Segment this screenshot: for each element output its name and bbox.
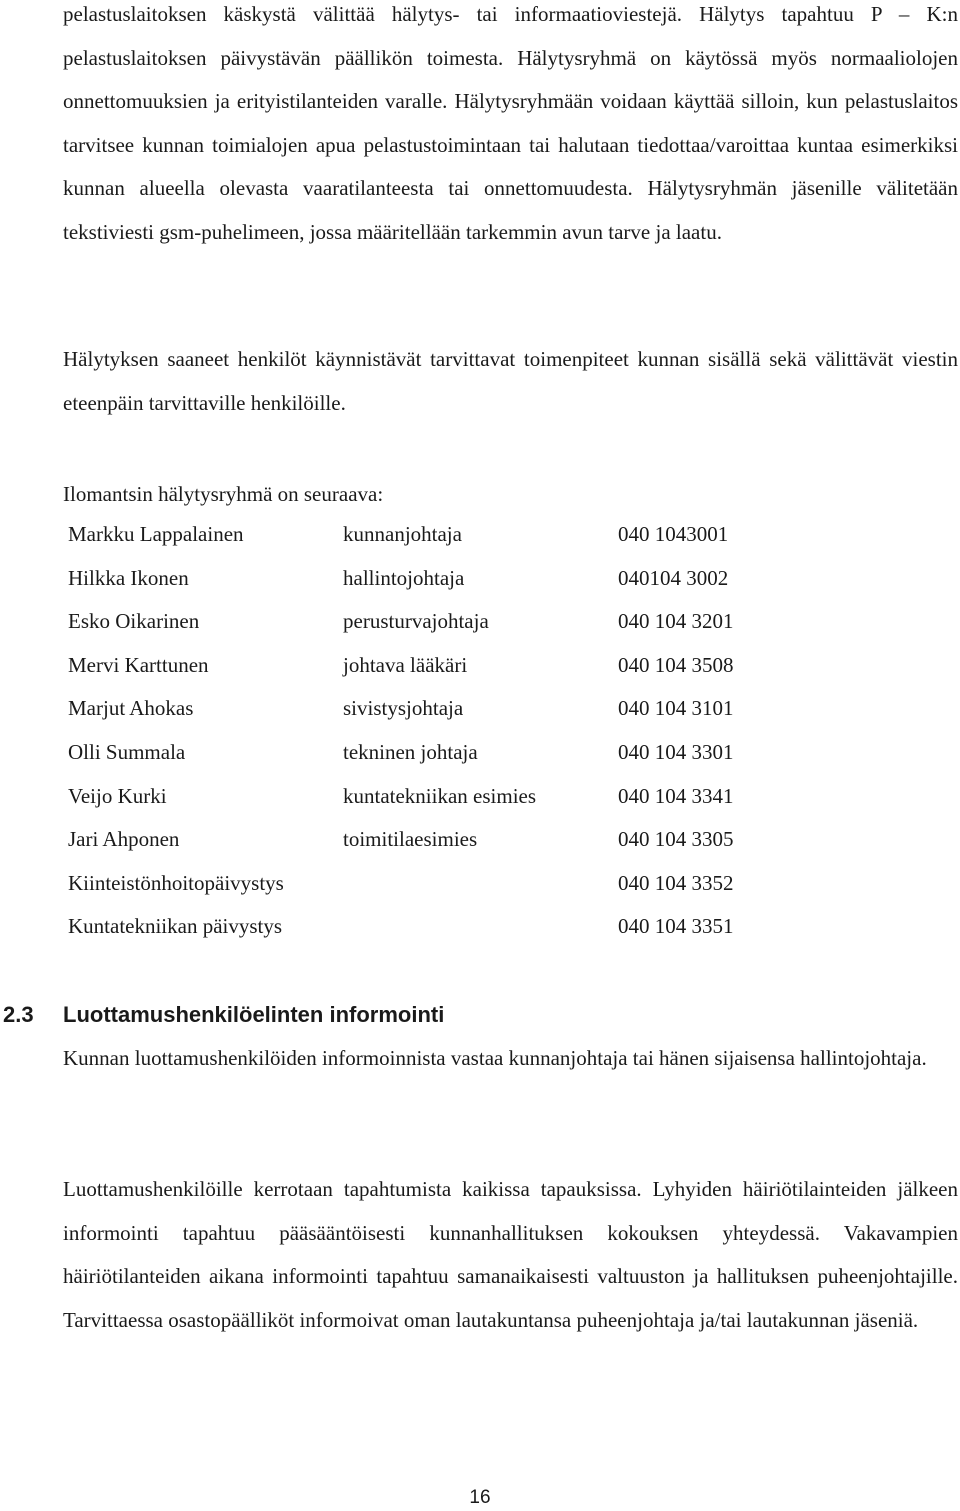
member-name: Marjut Ahokas	[68, 696, 194, 721]
table-row	[68, 905, 868, 949]
member-title: kunnanjohtaja	[343, 522, 462, 546]
page-number: 16	[469, 1487, 491, 1508]
member-title: hallintojohtaja	[343, 565, 465, 590]
member-title: tekninen johtaja	[343, 739, 478, 764]
table-row	[68, 600, 868, 644]
paragraph-informing-responsibility: Kunnan luottamushenkilöiden informoinnista vastaa kunnanjohtaja tai hänen sijaisensa hallintojohtaja.	[63, 1046, 927, 1070]
member-name: Jari Ahponen	[68, 827, 180, 852]
member-title: toimitilaesimies	[343, 827, 478, 852]
member-name: Kuntatekniikan päivystys	[68, 914, 283, 939]
member-title: perusturvajohtaja	[343, 609, 489, 634]
member-name: Kiinteistönhoitopäivystys	[68, 870, 284, 895]
member-phone: 040 104 3201	[618, 609, 734, 634]
alert-group-intro: Ilomantsin hälytysryhmä on seuraava:	[63, 482, 384, 506]
table-row	[68, 775, 868, 819]
member-title: johtava lääkäri	[343, 652, 468, 677]
member-name: Esko Oikarinen	[68, 609, 200, 634]
member-name: Hilkka Ikonen	[68, 565, 189, 590]
member-title: sivistysjohtaja	[343, 696, 464, 721]
alert-group-table	[68, 513, 868, 949]
paragraph-alert-group: pelastuslaitoksen käskystä välittää hälytys- tai informaatioviestejä. Hälytys tapahtuu P – K:n pelastuslaitoksen päivystävän päällikön toimesta. Hälytysryhmä on käytössä myös normaaliolojen onnettomuuksien ja erityistilanteiden varalle. Hälytysryhmään voidaan käyttää silloin, kun pelastuslaitos tarvitsee kunnan toimialojen apua pelastustoimintaan tai halutaan tiedottaa/varoittaa kuntaa esimerkiksi kunnan alueella olevasta vaaratilanteesta tai onnettomuudesta. Hälytysryhmän jäsenille välitetään tekstiviesti gsm-puhelimeen, jossa määritellään tarkemmin avun tarve ja laatu.	[63, 2, 958, 244]
member-phone: 040 104 3508	[618, 652, 734, 677]
table-row	[68, 687, 868, 731]
member-title: kuntatekniikan esimies	[343, 783, 537, 808]
member-phone: 040 104 3305	[618, 827, 734, 852]
member-phone: 040 104 3341	[618, 783, 734, 808]
table-row	[68, 731, 868, 775]
member-phone: 040 104 3101	[618, 696, 734, 721]
member-phone: 040 104 3351	[618, 914, 734, 939]
member-phone: 040 104 3352	[618, 870, 734, 895]
member-phone: 040 104 3301	[618, 739, 734, 764]
table-row	[68, 513, 868, 557]
member-name: Veijo Kurki	[68, 783, 167, 808]
table-row	[68, 818, 868, 862]
member-phone: 040104 3002	[618, 565, 729, 590]
member-name: Markku Lappalainen	[68, 522, 244, 546]
paragraph-alert-recipients: Hälytyksen saaneet henkilöt käynnistävät tarvittavat toimenpiteet kunnan sisällä sekä välittävät viestin eteenpäin tarvittaville henkilöille.	[63, 347, 958, 415]
member-name: Olli Summala	[68, 739, 186, 764]
table-row	[68, 862, 868, 906]
paragraph-informing-procedure: Luottamushenkilöille kerrotaan tapahtumista kaikissa tapauksissa. Lyhyiden häiriötilainteiden jälkeen informointi tapahtuu pääsääntöisesti kunnanhallituksen kokouksen yhteydessä. Vakavampien häiriötilanteiden aikana informointi tapahtuu samanaikaisesti valtuuston ja hallituksen puheenjohtajille. Tarvittaessa osastopäälliköt informoivat oman lautakuntansa puheenjohtaja ja/tai lautakunnan jäseniä.	[63, 1177, 958, 1332]
section-number: 2.3	[3, 1002, 34, 1027]
table-row	[68, 644, 868, 688]
member-name: Mervi Karttunen	[68, 652, 209, 677]
member-phone: 040 1043001	[618, 522, 729, 546]
table-row	[68, 557, 868, 601]
section-title: Luottamushenkilöelinten informointi	[63, 1002, 445, 1027]
